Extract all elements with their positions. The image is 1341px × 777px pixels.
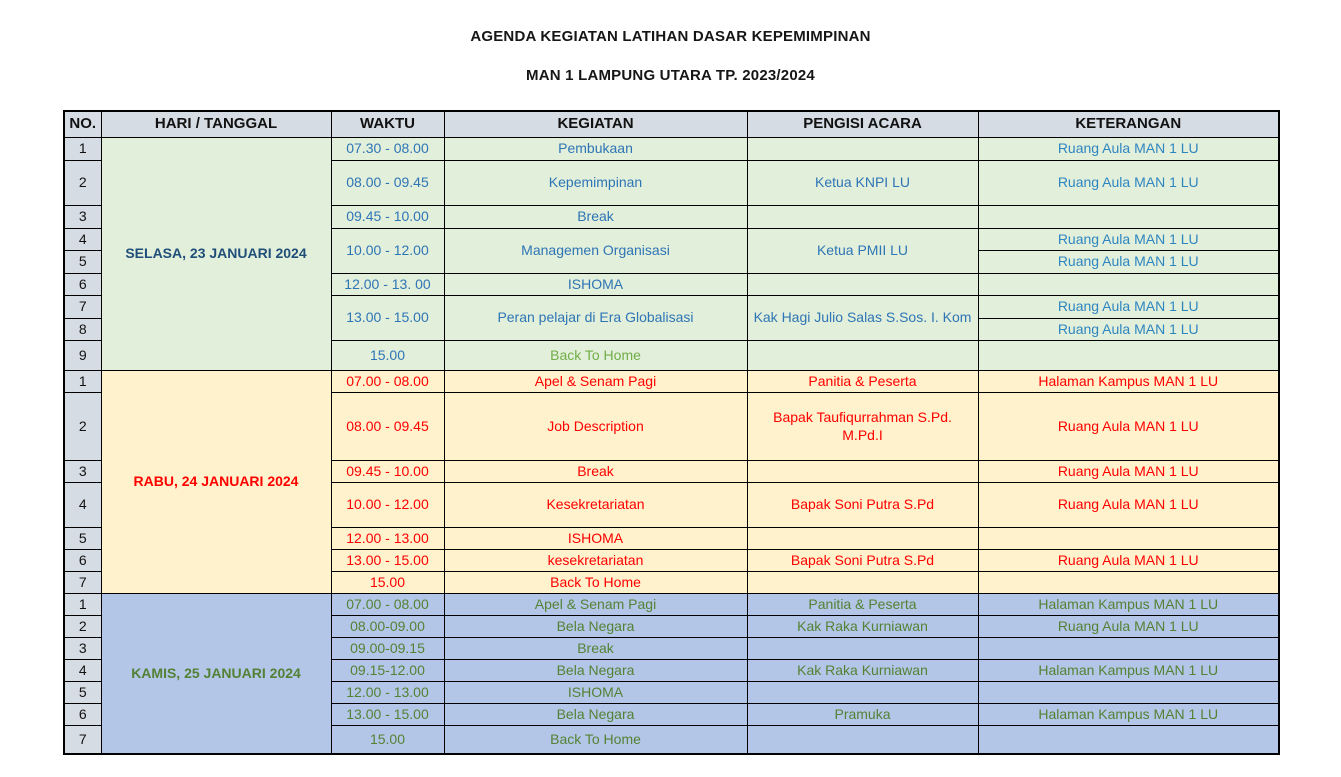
col-header-pengisi-acara: PENGISI ACARA <box>747 111 978 138</box>
pengisi-cell <box>747 638 978 660</box>
keterangan-cell: Ruang Aula MAN 1 LU <box>978 393 1279 461</box>
keterangan-cell: Halaman Kampus MAN 1 LU <box>978 704 1279 726</box>
keterangan-cell: Ruang Aula MAN 1 LU <box>978 319 1279 341</box>
pengisi-cell <box>747 528 978 550</box>
agenda-table <box>63 110 1280 755</box>
pengisi-cell <box>747 206 978 229</box>
keterangan-cell: Halaman Kampus MAN 1 LU <box>978 660 1279 682</box>
kegiatan-cell: Peran pelajar di Era Globalisasi <box>444 296 747 341</box>
kegiatan-cell: Back To Home <box>444 726 747 754</box>
kegiatan-cell: Bela Negara <box>444 616 747 638</box>
keterangan-cell <box>978 528 1279 550</box>
waktu-cell: 15.00 <box>331 341 444 371</box>
pengisi-cell <box>747 461 978 483</box>
pengisi-cell: Bapak Soni Putra S.Pd <box>747 550 978 572</box>
kegiatan-cell: Pembukaan <box>444 138 747 161</box>
kegiatan-cell: Break <box>444 206 747 229</box>
kegiatan-cell: Back To Home <box>444 572 747 594</box>
waktu-cell: 09.45 - 10.00 <box>331 206 444 229</box>
waktu-cell: 08.00 - 09.45 <box>331 161 444 206</box>
row-number-cell: 7 <box>64 572 101 594</box>
row-number-cell: 4 <box>64 660 101 682</box>
day-date-cell: KAMIS, 25 JANUARI 2024 <box>101 594 331 754</box>
kegiatan-cell: Managemen Organisasi <box>444 229 747 274</box>
row-number-cell: 6 <box>64 704 101 726</box>
pengisi-cell: Kak Raka Kurniawan <box>747 616 978 638</box>
row-number-cell: 7 <box>64 296 101 319</box>
pengisi-cell <box>747 341 978 371</box>
keterangan-cell: Ruang Aula MAN 1 LU <box>978 296 1279 319</box>
waktu-cell: 09.45 - 10.00 <box>331 461 444 483</box>
kegiatan-cell: Bela Negara <box>444 704 747 726</box>
table-row <box>64 138 1279 161</box>
row-number-cell: 4 <box>64 229 101 251</box>
keterangan-cell: Ruang Aula MAN 1 LU <box>978 251 1279 274</box>
pengisi-cell: Pramuka <box>747 704 978 726</box>
document-title-line-1: AGENDA KEGIATAN LATIHAN DASAR KEPEMIMPINAN <box>470 28 871 45</box>
row-number-cell: 8 <box>64 319 101 341</box>
agenda-table-header <box>64 111 1279 138</box>
waktu-cell: 13.00 - 15.00 <box>331 296 444 341</box>
waktu-cell: 09.15-12.00 <box>331 660 444 682</box>
row-number-cell: 5 <box>64 528 101 550</box>
row-number-cell: 3 <box>64 461 101 483</box>
pengisi-cell <box>747 138 978 161</box>
row-number-cell: 5 <box>64 682 101 704</box>
waktu-cell: 13.00 - 15.00 <box>331 704 444 726</box>
kegiatan-cell: Break <box>444 638 747 660</box>
waktu-cell: 09.00-09.15 <box>331 638 444 660</box>
keterangan-cell: Ruang Aula MAN 1 LU <box>978 483 1279 528</box>
keterangan-cell <box>978 206 1279 229</box>
pengisi-cell <box>747 726 978 754</box>
keterangan-cell: Ruang Aula MAN 1 LU <box>978 138 1279 161</box>
waktu-cell: 07.30 - 08.00 <box>331 138 444 161</box>
pengisi-cell: Ketua PMII LU <box>747 229 978 274</box>
pengisi-cell: Bapak Taufiqurrahman S.Pd. M.Pd.I <box>747 393 978 461</box>
row-number-cell: 2 <box>64 616 101 638</box>
keterangan-cell: Halaman Kampus MAN 1 LU <box>978 371 1279 393</box>
keterangan-cell: Ruang Aula MAN 1 LU <box>978 550 1279 572</box>
keterangan-cell <box>978 638 1279 660</box>
row-number-cell: 3 <box>64 638 101 660</box>
pengisi-cell <box>747 682 978 704</box>
keterangan-cell <box>978 274 1279 296</box>
row-number-cell: 1 <box>64 371 101 393</box>
row-number-cell: 1 <box>64 594 101 616</box>
kegiatan-cell: Kesekretariatan <box>444 483 747 528</box>
keterangan-cell: Ruang Aula MAN 1 LU <box>978 229 1279 251</box>
row-number-cell: 4 <box>64 483 101 528</box>
day-date-cell: RABU, 24 JANUARI 2024 <box>101 371 331 594</box>
document-title-block <box>0 28 1341 106</box>
keterangan-cell <box>978 341 1279 371</box>
kegiatan-cell: Apel & Senam Pagi <box>444 371 747 393</box>
table-row <box>64 594 1279 616</box>
waktu-cell: 10.00 - 12.00 <box>331 229 444 274</box>
pengisi-cell: Panitia & Peserta <box>747 371 978 393</box>
kegiatan-cell: Job Description <box>444 393 747 461</box>
keterangan-cell <box>978 572 1279 594</box>
waktu-cell: 15.00 <box>331 572 444 594</box>
col-header-keterangan: KETERANGAN <box>978 111 1279 138</box>
kegiatan-cell: Kepemimpinan <box>444 161 747 206</box>
document-title-line-2: MAN 1 LAMPUNG UTARA TP. 2023/2024 <box>526 67 815 84</box>
row-number-cell: 7 <box>64 726 101 754</box>
kegiatan-cell: Bela Negara <box>444 660 747 682</box>
pengisi-cell <box>747 572 978 594</box>
kegiatan-cell: ISHOMA <box>444 274 747 296</box>
row-number-cell: 5 <box>64 251 101 274</box>
row-number-cell: 6 <box>64 274 101 296</box>
kegiatan-cell: Back To Home <box>444 341 747 371</box>
waktu-cell: 12.00 - 13. 00 <box>331 274 444 296</box>
day-date-cell: SELASA, 23 JANUARI 2024 <box>101 138 331 371</box>
kegiatan-cell: Break <box>444 461 747 483</box>
pengisi-cell: Panitia & Peserta <box>747 594 978 616</box>
pengisi-cell: Kak Raka Kurniawan <box>747 660 978 682</box>
row-number-cell: 1 <box>64 138 101 161</box>
waktu-cell: 08.00-09.00 <box>331 616 444 638</box>
row-number-cell: 9 <box>64 341 101 371</box>
keterangan-cell: Ruang Aula MAN 1 LU <box>978 161 1279 206</box>
row-number-cell: 6 <box>64 550 101 572</box>
waktu-cell: 12.00 - 13.00 <box>331 528 444 550</box>
kegiatan-cell: ISHOMA <box>444 528 747 550</box>
col-header-kegiatan: KEGIATAN <box>444 111 747 138</box>
pengisi-cell: Bapak Soni Putra S.Pd <box>747 483 978 528</box>
col-header-hari-tanggal: HARI / TANGGAL <box>101 111 331 138</box>
keterangan-cell: Ruang Aula MAN 1 LU <box>978 616 1279 638</box>
keterangan-cell <box>978 682 1279 704</box>
keterangan-cell: Ruang Aula MAN 1 LU <box>978 461 1279 483</box>
pengisi-cell <box>747 274 978 296</box>
waktu-cell: 07.00 - 08.00 <box>331 371 444 393</box>
pengisi-cell: Ketua KNPI LU <box>747 161 978 206</box>
kegiatan-cell: Apel & Senam Pagi <box>444 594 747 616</box>
table-row <box>64 371 1279 393</box>
waktu-cell: 10.00 - 12.00 <box>331 483 444 528</box>
keterangan-cell <box>978 726 1279 754</box>
kegiatan-cell: kesekretariatan <box>444 550 747 572</box>
waktu-cell: 07.00 - 08.00 <box>331 594 444 616</box>
pengisi-cell: Kak Hagi Julio Salas S.Sos. I. Kom <box>747 296 978 341</box>
col-header-waktu: WAKTU <box>331 111 444 138</box>
keterangan-cell: Halaman Kampus MAN 1 LU <box>978 594 1279 616</box>
waktu-cell: 13.00 - 15.00 <box>331 550 444 572</box>
row-number-cell: 2 <box>64 393 101 461</box>
row-number-cell: 3 <box>64 206 101 229</box>
header-row <box>64 111 1279 138</box>
row-number-cell: 2 <box>64 161 101 206</box>
kegiatan-cell: ISHOMA <box>444 682 747 704</box>
agenda-table-body <box>64 138 1279 754</box>
waktu-cell: 12.00 - 13.00 <box>331 682 444 704</box>
waktu-cell: 08.00 - 09.45 <box>331 393 444 461</box>
col-header-no: NO. <box>64 111 101 138</box>
waktu-cell: 15.00 <box>331 726 444 754</box>
